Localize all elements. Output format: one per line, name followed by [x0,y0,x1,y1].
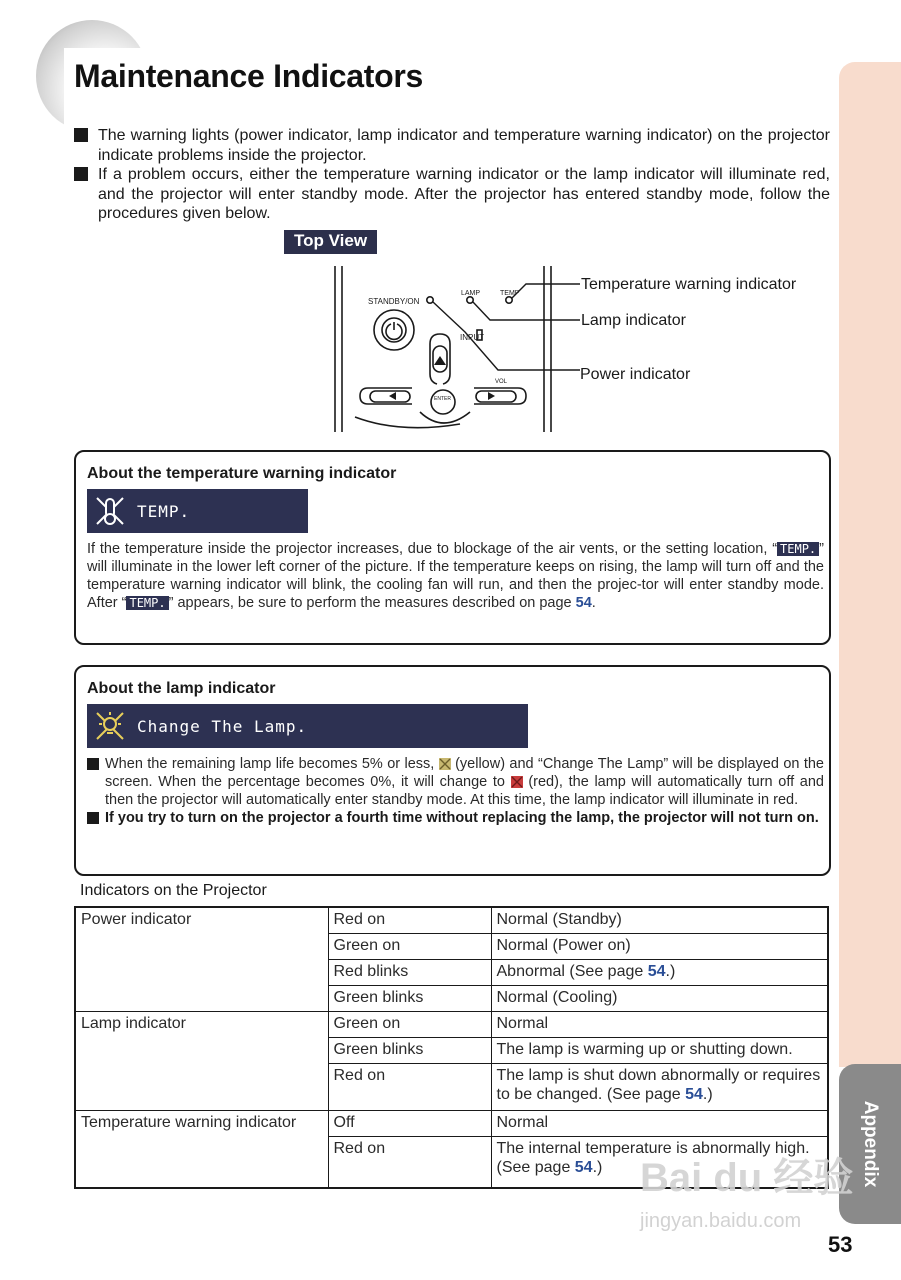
lamp-osd-text: Change The Lamp. [137,716,308,736]
indicator-meaning-cell: Normal (Cooling) [491,985,828,1011]
list-item [87,755,824,809]
bullet-square-icon [74,167,88,181]
intro-item-text: The warning lights (power indicator, lamp indicator and temperature warning indicator) on the projector indicate problems inside the projector. [98,127,830,164]
bullet-square-icon [87,758,99,770]
indicator-state-cell: Red on [328,1063,491,1110]
table-row [75,1110,828,1136]
red-lamp-icon [511,776,523,788]
list-item-text: When the remaining lamp life becomes 5% or less, (yellow) and “Change The Lamp” will be displayed on the screen. When the percentage becomes 0%, it will change to (red), the lamp will automatically turn off and then the projector will automatically enter standby mode. At this time, the lamp indicator will illuminate in red. [105,756,824,808]
callout-lamp: Lamp indicator [581,312,686,329]
standby-label: STANDBY/ON [368,297,420,306]
indicator-meaning-cell: Normal [491,1110,828,1136]
input-label: INPUT [460,333,484,342]
list-item-text: If you try to turn on the projector a fourth time without replacing the lamp, the projector will not turn on. [105,810,819,826]
lamp-box-list [87,755,824,827]
intro-list [74,126,830,224]
indicator-state-cell: Green on [328,1011,491,1037]
lamp-indicator-box [74,665,831,876]
temp-chip: TEMP. [777,542,819,556]
indicator-name-cell: Lamp indicator [75,1011,328,1110]
indicator-meaning-cell: Normal (Power on) [491,933,828,959]
indicator-meaning-cell: The lamp is warming up or shutting down. [491,1037,828,1063]
intro-item [74,126,830,165]
table-row [75,907,828,933]
indicator-state-cell: Off [328,1110,491,1136]
lamp-label: LAMP [461,290,481,297]
indicator-meaning-cell: Normal [491,1011,828,1037]
watermark: Bai du 经验 [640,1156,854,1200]
indicator-state-cell: Red on [328,907,491,933]
watermark-url: jingyan.baidu.com [640,1210,802,1232]
page-number: 53 [828,1232,853,1257]
indicator-meaning-cell: Abnormal (See page 54.) [491,959,828,985]
temp-osd-display [87,489,308,533]
temp-osd-text: TEMP. [137,501,191,521]
top-view-heading: Top View [284,230,377,254]
indicator-meaning-cell: Normal (Standby) [491,907,828,933]
bullet-square-icon [74,128,88,142]
indicator-meaning-cell: The internal temperature is abnormally high. (See page 54.) [491,1136,828,1188]
list-item [87,809,824,827]
indicator-name-cell: Temperature warning indicator [75,1110,328,1188]
callout-power: Power indicator [580,366,691,383]
indicator-state-cell: Green blinks [328,985,491,1011]
vol-label: VOL [495,379,508,385]
page-reference[interactable]: 54 [575,595,592,611]
table-row [75,1011,828,1037]
temp-chip: TEMP. [126,596,168,610]
page-reference[interactable]: 54 [647,962,666,980]
temp-label: TEMP [500,290,520,297]
page-reference[interactable]: 54 [685,1085,703,1103]
yellow-lamp-icon [439,758,451,770]
lamp-box-heading: About the lamp indicator [87,680,276,697]
enter-label: ENTER [434,396,451,402]
side-tab-background [839,62,901,1067]
indicator-state-cell: Red blinks [328,959,491,985]
lamp-warning-icon [93,709,127,743]
table-caption: Indicators on the Projector [80,882,267,899]
intro-item-text: If a problem occurs, either the temperature warning indicator or the lamp indicator will illuminate red, and the projector will enter standby mode. After the projector has entered standby mode, follow the procedures given below. [98,166,830,222]
page-title: Maintenance Indicators [74,58,424,94]
temperature-warning-box [74,450,831,645]
indicator-state-cell: Red on [328,1136,491,1188]
bullet-square-icon [87,812,99,824]
indicator-state-cell: Green on [328,933,491,959]
temperature-box-text: If the temperature inside the projector increases, due to blockage of the air vents, or the setting location, “ TEMP. ” will illuminate in the lower left corner of the picture. If the temperature keeps on rising, the lamp will turn off and the temperature warning indicator will blink, the cooling fan will run, and then the projec-tor will enter standby mode. After “ TEMP. ” appears, be sure to perform the measures described on page 54. [87,541,824,611]
thermometer-warning-icon [93,494,127,528]
indicator-state-cell: Green blinks [328,1037,491,1063]
indicator-meaning-cell: The lamp is shut down abnormally or requires to be changed. (See page 54.) [491,1063,828,1110]
page-reference[interactable]: 54 [574,1158,593,1176]
temperature-box-heading: About the temperature warning indicator [87,465,397,482]
intro-item [74,165,830,224]
appendix-tab-label: Appendix [860,1100,881,1188]
indicator-name-cell: Power indicator [75,907,328,1011]
callout-temperature: Temperature warning indicator [581,276,797,293]
lamp-osd-display [87,704,528,748]
